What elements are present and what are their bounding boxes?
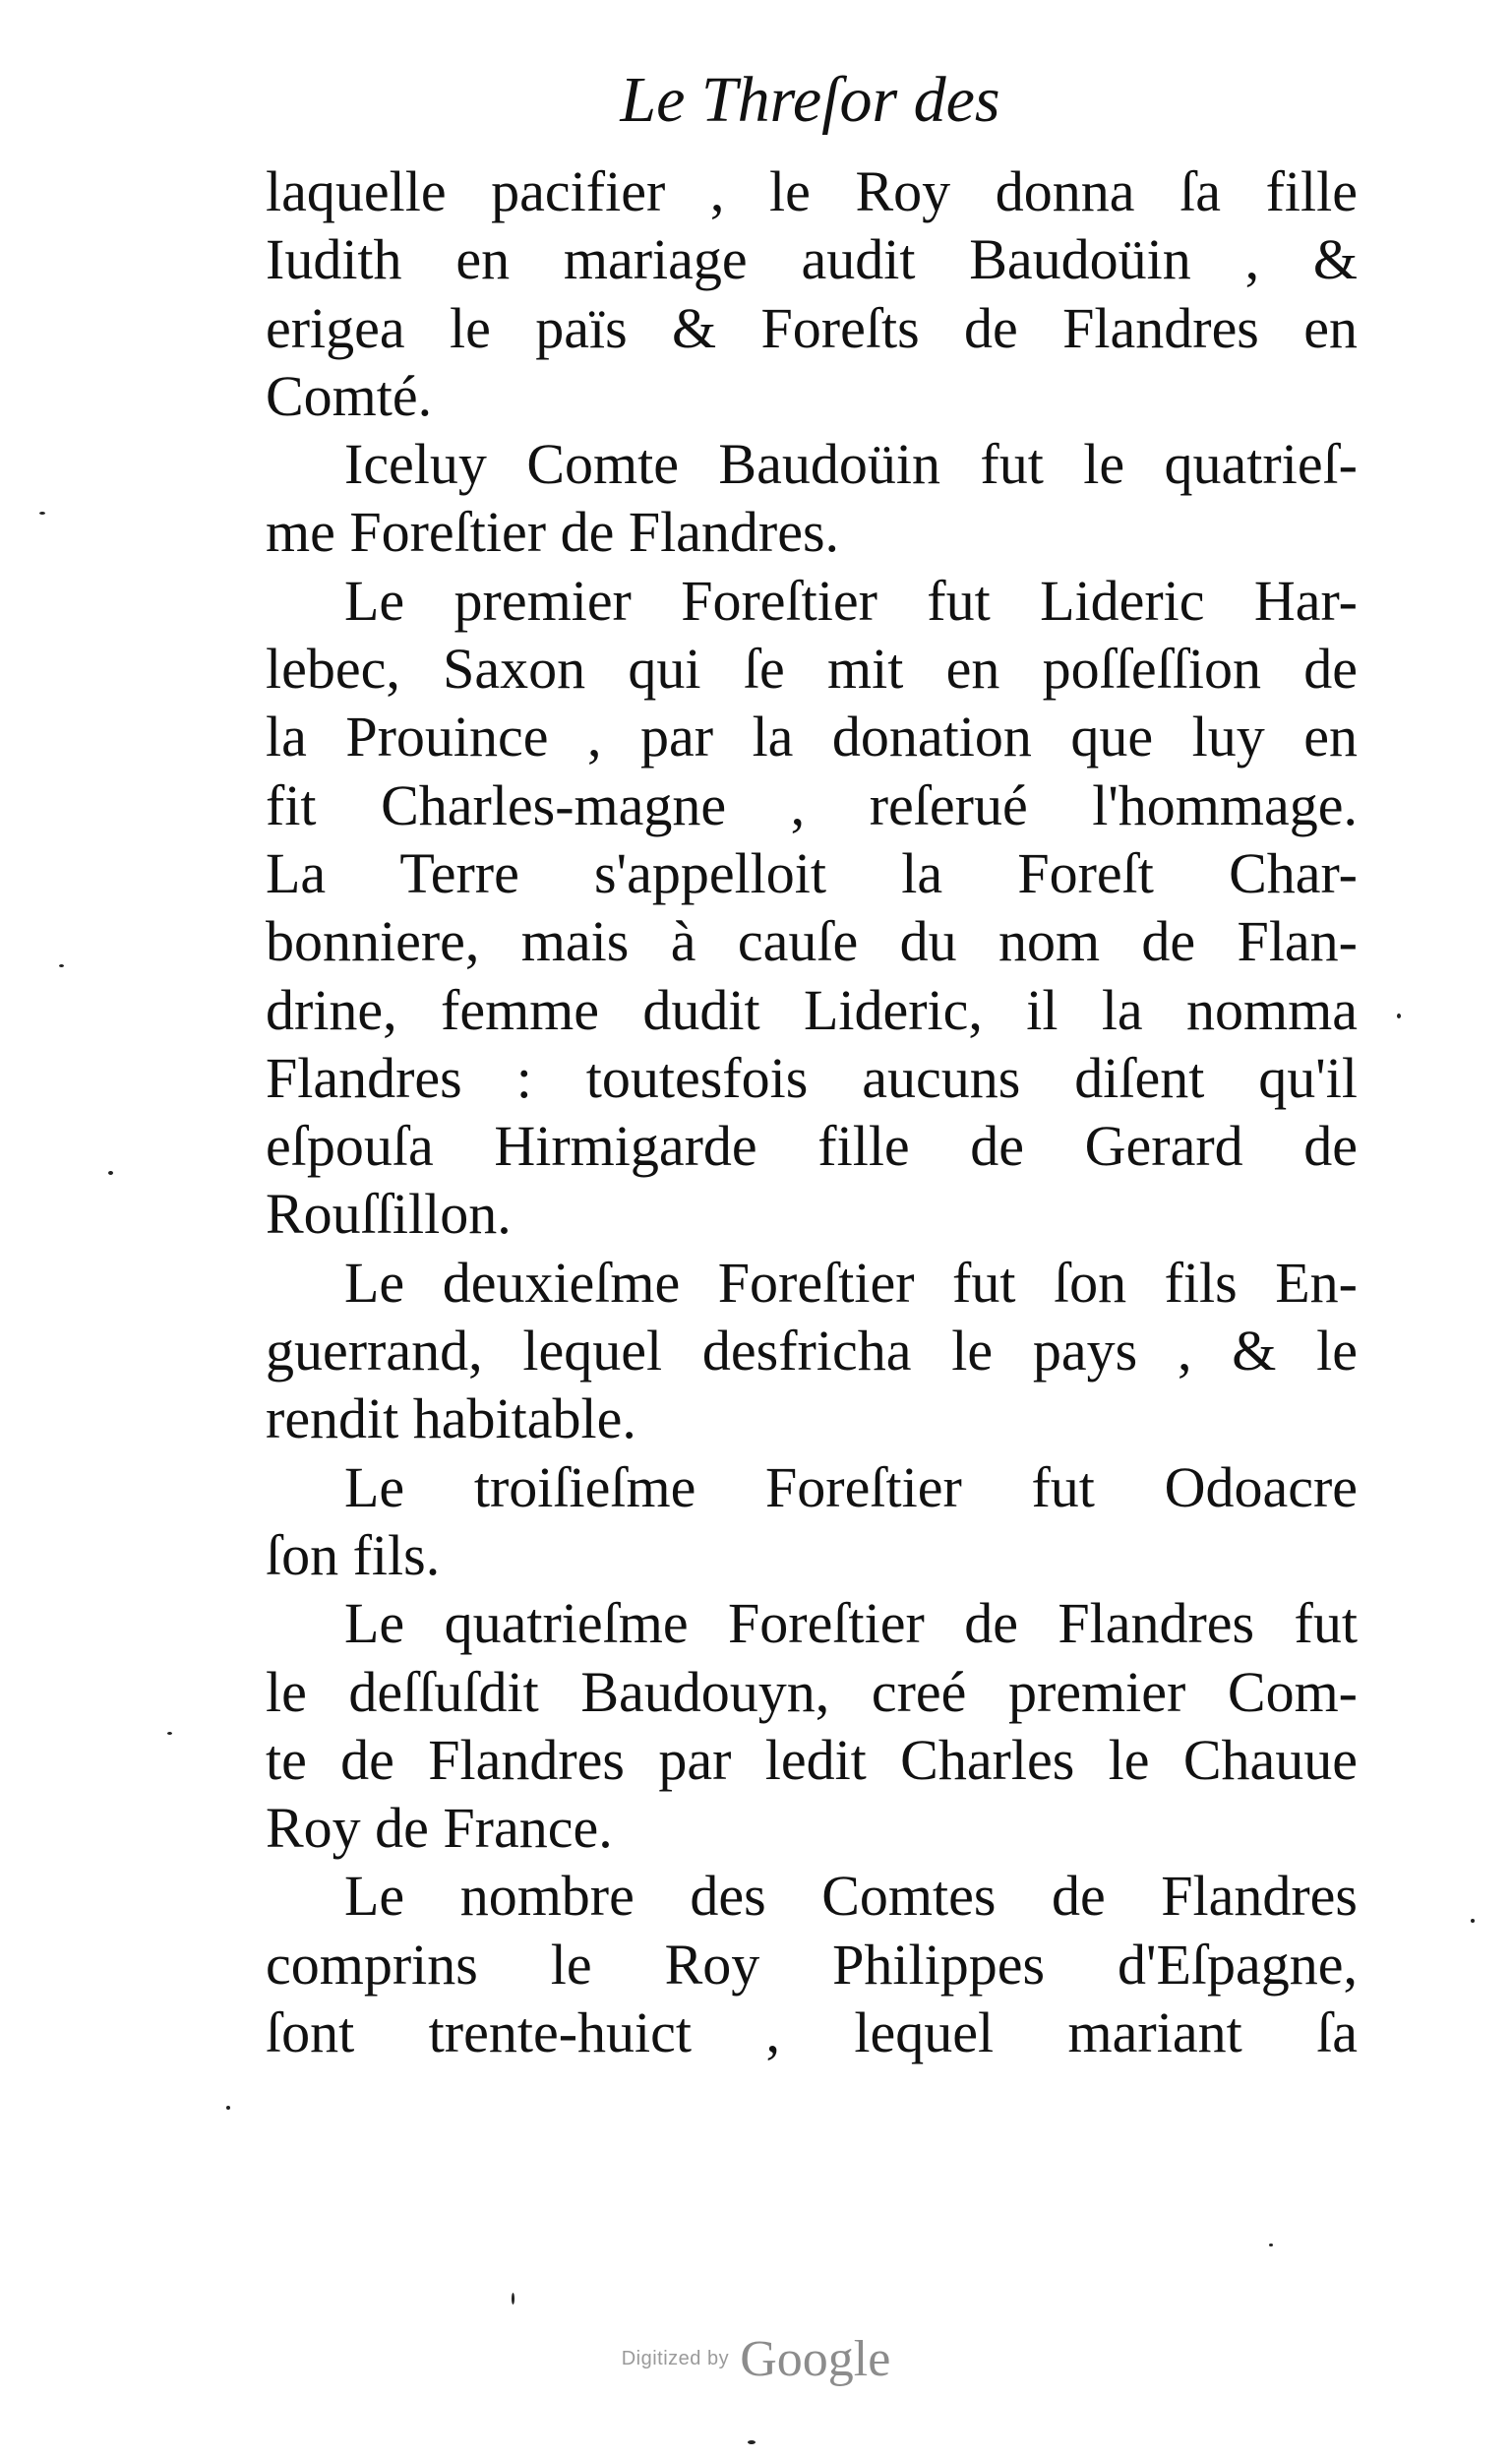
text-line: La Terre s'appelloit la Foreſt Char- [266,840,1358,905]
text-line: me Foreſtier de Flandres. [266,500,840,565]
text-line: le deſſuſdit Baudouyn, creé premier Com- [266,1659,1358,1724]
text-line: erigea le païs & Foreſts de Flandres en [266,295,1358,360]
text-line: comprins le Roy Philippes d'Eſpagne, [266,1932,1358,1997]
scan-speck [39,512,45,515]
text-line: eſpouſa Hirmigarde fille de Gerard de [266,1114,1358,1179]
scan-speck [1269,2244,1273,2246]
text-line: ſon fils. [266,1522,441,1587]
text-line: Le premier Foreſtier fut Lideric Har- [344,568,1358,633]
text-line: guerrand, lequel desfricha le pays , & le [266,1319,1358,1384]
paragraph [266,1249,1358,1453]
text-line: Comté. [266,363,433,428]
scan-speck [748,2440,756,2444]
paragraph [266,430,1358,567]
text-line: bonniere, mais à cauſe du nom de Flan- [266,909,1358,974]
text-line: Rouſſillon. [266,1182,512,1247]
text-line: ſont trente-huict , lequel mariant ſa [266,2000,1358,2065]
text-line: Iceluy Comte Baudoüin fut le quatrieſ- [344,432,1358,497]
paragraph [266,1589,1358,1862]
text-line: Flandres : toutesfois aucuns diſent qu'il [266,1045,1358,1110]
paragraph [266,1862,1358,2066]
scan-speck [108,1171,113,1175]
paragraph [266,157,1358,430]
digitized-by-google-watermark [0,2330,1512,2388]
text-line: drine, femme dudit Lideric, il la nomma [266,977,1358,1042]
paragraph [266,567,1358,1249]
scan-speck [1397,1014,1401,1018]
body-text [266,157,1358,2066]
text-line: rendit habitable. [266,1386,636,1451]
running-head: Le Threſor des [620,64,1000,136]
text-line: lebec, Saxon qui ſe mit en poſſeſſion de [266,637,1358,702]
scan-speck [59,964,64,967]
text-line: Iudith en mariage audit Baudoüin , & [266,227,1358,292]
google-logo: Google [740,2331,891,2387]
text-line: Le deuxieſme Foreſtier fut ſon fils En- [344,1250,1358,1315]
text-line: la Prouince , par la donation que luy en [266,705,1358,769]
scan-speck [512,2293,514,2305]
text-line: fit Charles-magne , reſerué l'hommage. [266,772,1358,837]
watermark-prefix: Digitized by [621,2348,730,2369]
scan-speck [167,1732,172,1735]
text-line: Le quatrieſme Foreſtier de Flandres fut [344,1591,1358,1656]
text-line: Roy de France. [266,1796,613,1861]
text-line: te de Flandres par ledit Charles le Chauue [266,1727,1358,1792]
text-line: Le troiſieſme Foreſtier fut Odoacre [344,1454,1358,1519]
text-line: Le nombre des Comtes de Flandres [344,1864,1358,1929]
text-line: laquelle pacifier , le Roy donna ſa fille [266,159,1358,223]
paragraph [266,1453,1358,1590]
scan-speck [226,2106,230,2110]
scan-speck [1471,1919,1475,1923]
